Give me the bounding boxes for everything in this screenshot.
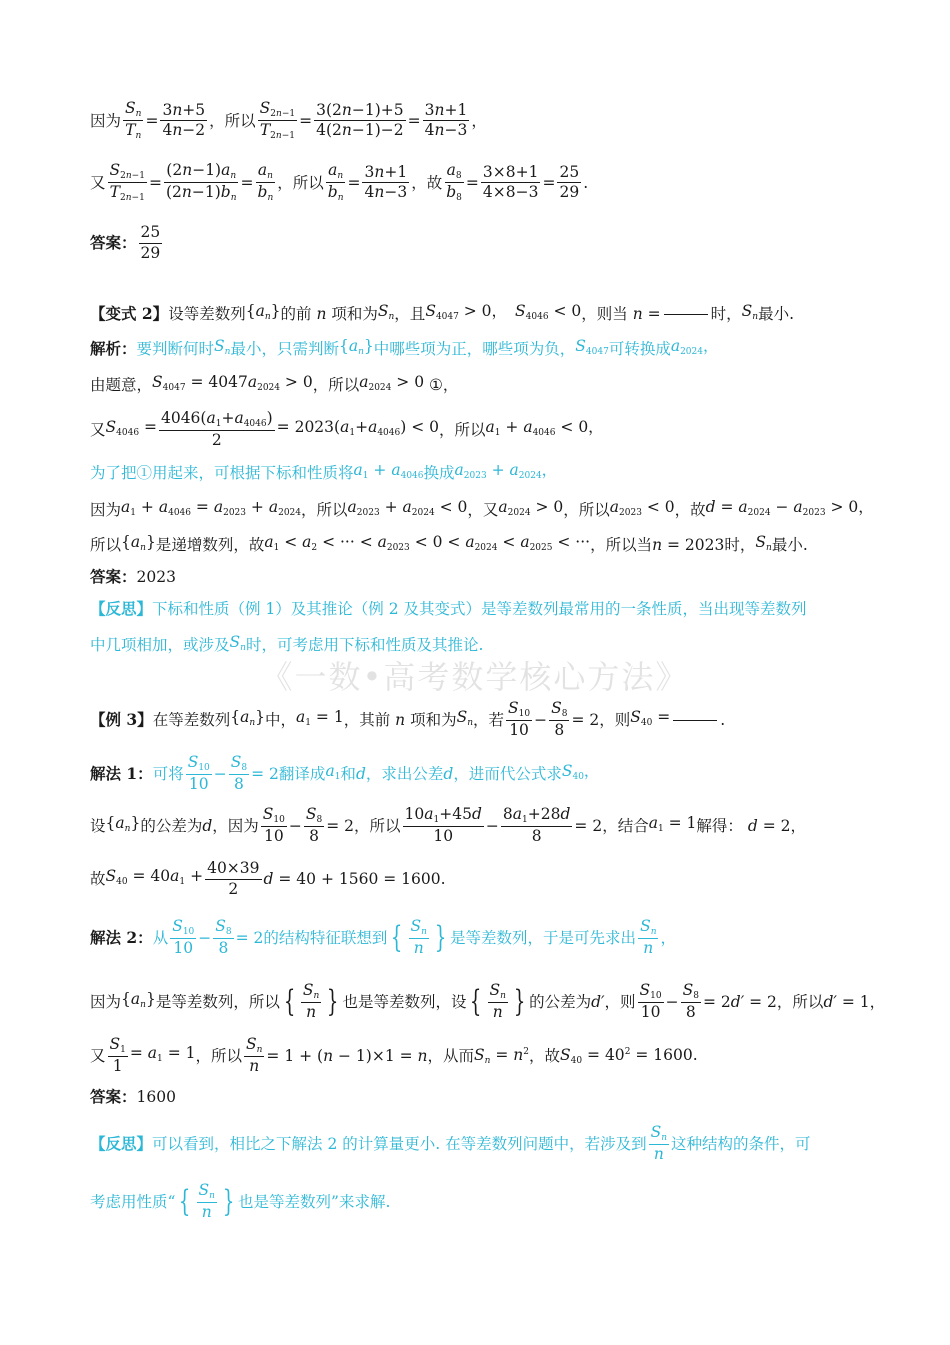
example3-stem: 【例 3】 在等差数列 $\{a_n\}$ 中， $a_1 = 1$ ，其前 n 项和为 $S_n$ ，若 $\frac{S_{10}}{10}$ − $\frac{S_8}{8}$ = 2 ，则 $S_{40}$ = . — [90, 699, 726, 740]
variant2-reflect-1: 【反思】 下标和性质（例 1）及其推论（例 2 及其变式）是等差数列最常用的一条性质，当出现等差数列 — [90, 599, 807, 618]
watermark: 《一数•高考数学核心方法》 — [260, 658, 690, 696]
variant2-line4: 所以 $\{a_n\}$ 是递增数列，故 $a_1 < a_2$ < ··· < $a_{2023} < 0 < a_{2024} < a_{2025}$ < ··· ，所以当 n = 2023 时， $S_n$ 最小. — [90, 533, 808, 554]
example3-method1-line2: 故 $S_{40} = 40a_1$ + $\frac{40\times 39}{2}$ d = 40 + 1560 = 1600. — [90, 859, 446, 898]
variant2-answer: 答案： 2023 — [90, 567, 176, 586]
variant2-analysis-hint: 解析： 要判断何时 $S_n$ 最小，只需判断 $\{a_n\}$ 中哪些项为正，哪些项为负， $S_{4047}$ 可转换成 $a_{2024}$， — [90, 337, 719, 358]
example3-method2-line1: 因为 $\{a_n\}$ 是等差数列，所以 { $\frac{S_n}{n}$ } 也是等差数列，设 { $\frac{S_n}{n}$ } 的公差为 d′ ，则 $\frac{S_{10}}{10}$ − $\frac{S_8}{8}$ = 2d′ = 2 ，所以 d′ = 1， — [90, 981, 886, 1022]
variant2-hint2: 为了把①用起来，可根据下标和性质将 $a_1 + a_{4046}$ 换成 $a_{2023} + a_{2024}$， — [90, 461, 558, 482]
variant2-stem: 【变式 2】 设等差数列 $\{a_n\}$ 的前 n 项和为 $S_n$ ，且 $S_{4047} > 0$， $S_{4046} < 0$ ，则当 n = 时， $S_n$ 最小. — [90, 302, 795, 323]
example3-method2-hint: 解法 2： 从 $\frac{S_{10}}{10}$ − $\frac{S_8}{8}$ = 2 的结构特征联想到 { $\frac{S_n}{n}$ } 是等差数列，于是可先求出 $\frac{S_n}{n}$ ， — [90, 917, 676, 958]
example3-method2-line2: 又 $\frac{S_1}{1}$ = $a_1 = 1$ ，所以 $\frac{S_n}{n}$ = 1 + (n − 1)×1 = n ，从而 $S_n = n^2$ ，故 $S_{40} = 40^2 = 1600$. — [90, 1035, 698, 1076]
line-an-bn: 又 $\frac{S_{2n-1}}{T_{2n-1}}$ = $\frac{(2n-1)a_n}{(2n-1)b_n}$ = $\frac{a_n}{b_n}$ ，所以 $\frac{a_n}{b_n}$ = $\frac{3n+1}{4n-3}$ ，故 $\frac{a_8}{b_8}$ = $\frac{3\times 8+1}{4\times 8-3}$ = $\frac{25}{29}$ . — [90, 161, 589, 204]
example3-reflect-1: 【反思】 可以看到，相比之下解法 2 的计算量更小. 在等差数列问题中，若涉及到 $\frac{S_n}{n}$ 这种结构的条件，可 — [90, 1123, 811, 1164]
example3-reflect-2: 考虑用性质“ { $\frac{S_n}{n}$ } 也是等差数列”来求解. — [90, 1181, 391, 1222]
variant2-line2: 又 $S_{4046}$ = $\frac{4046(a_1+a_{4046})}{2}$ = $2023(a_1+a_{4046}) < 0$ ，所以 $a_1 + a_{4046} < 0$， — [90, 409, 604, 450]
answer-blank — [664, 313, 708, 315]
example3-method1-hint: 解法 1： 可将 $\frac{S_{10}}{10}$ − $\frac{S_8}{8}$ = 2 翻译成 $a_1$ 和 d ，求出公差 d ，进而代公式求 $S_{40}$， — [90, 753, 600, 794]
variant2-line1: 由题意， $S_{4047} = 4047a_{2024} > 0$ ，所以 $a_{2024} > 0$ ①， — [90, 373, 459, 394]
example3-answer: 答案： 1600 — [90, 1087, 176, 1106]
variant2-reflect-2: 中几项相加，或涉及 $S_n$ 时，可考虑用下标和性质及其推论. — [90, 633, 484, 654]
example3-method1-line1: 设 $\{a_n\}$ 的公差为 d ，因为 $\frac{S_{10}}{10}$ − $\frac{S_8}{8}$ = 2 ，所以 $\frac{10a_1+45d}{10}$ − $\frac{8a_1+28d}{8}$ = 2 ，结合 $a_1 = 1$ 解得： d = 2， — [90, 805, 806, 846]
line-ratio-sn-tn: 因为 $\frac{S_n}{T_n}$ = $\frac{3n+5}{4n-2}$ ，所以 $\frac{S_{2n-1}}{T_{2n-1}}$ = $\frac{3(2n-1)+5}{4(2n-1)-2}$ = $\frac{3n+1}{4n-3}$ ， — [90, 99, 487, 142]
variant2-line3: 因为 $a_1 + a_{4046} = a_{2023} + a_{2024}$ ，所以 $a_{2023} + a_{2024} < 0$ ，又 $a_{2024} > 0$ ，所以 $a_{2023} < 0$ ，故 $d = a_{2024} - a_{2023} > 0$， — [90, 498, 874, 519]
answer-25-29: 答案： $\frac{25}{29}$ — [90, 223, 161, 262]
